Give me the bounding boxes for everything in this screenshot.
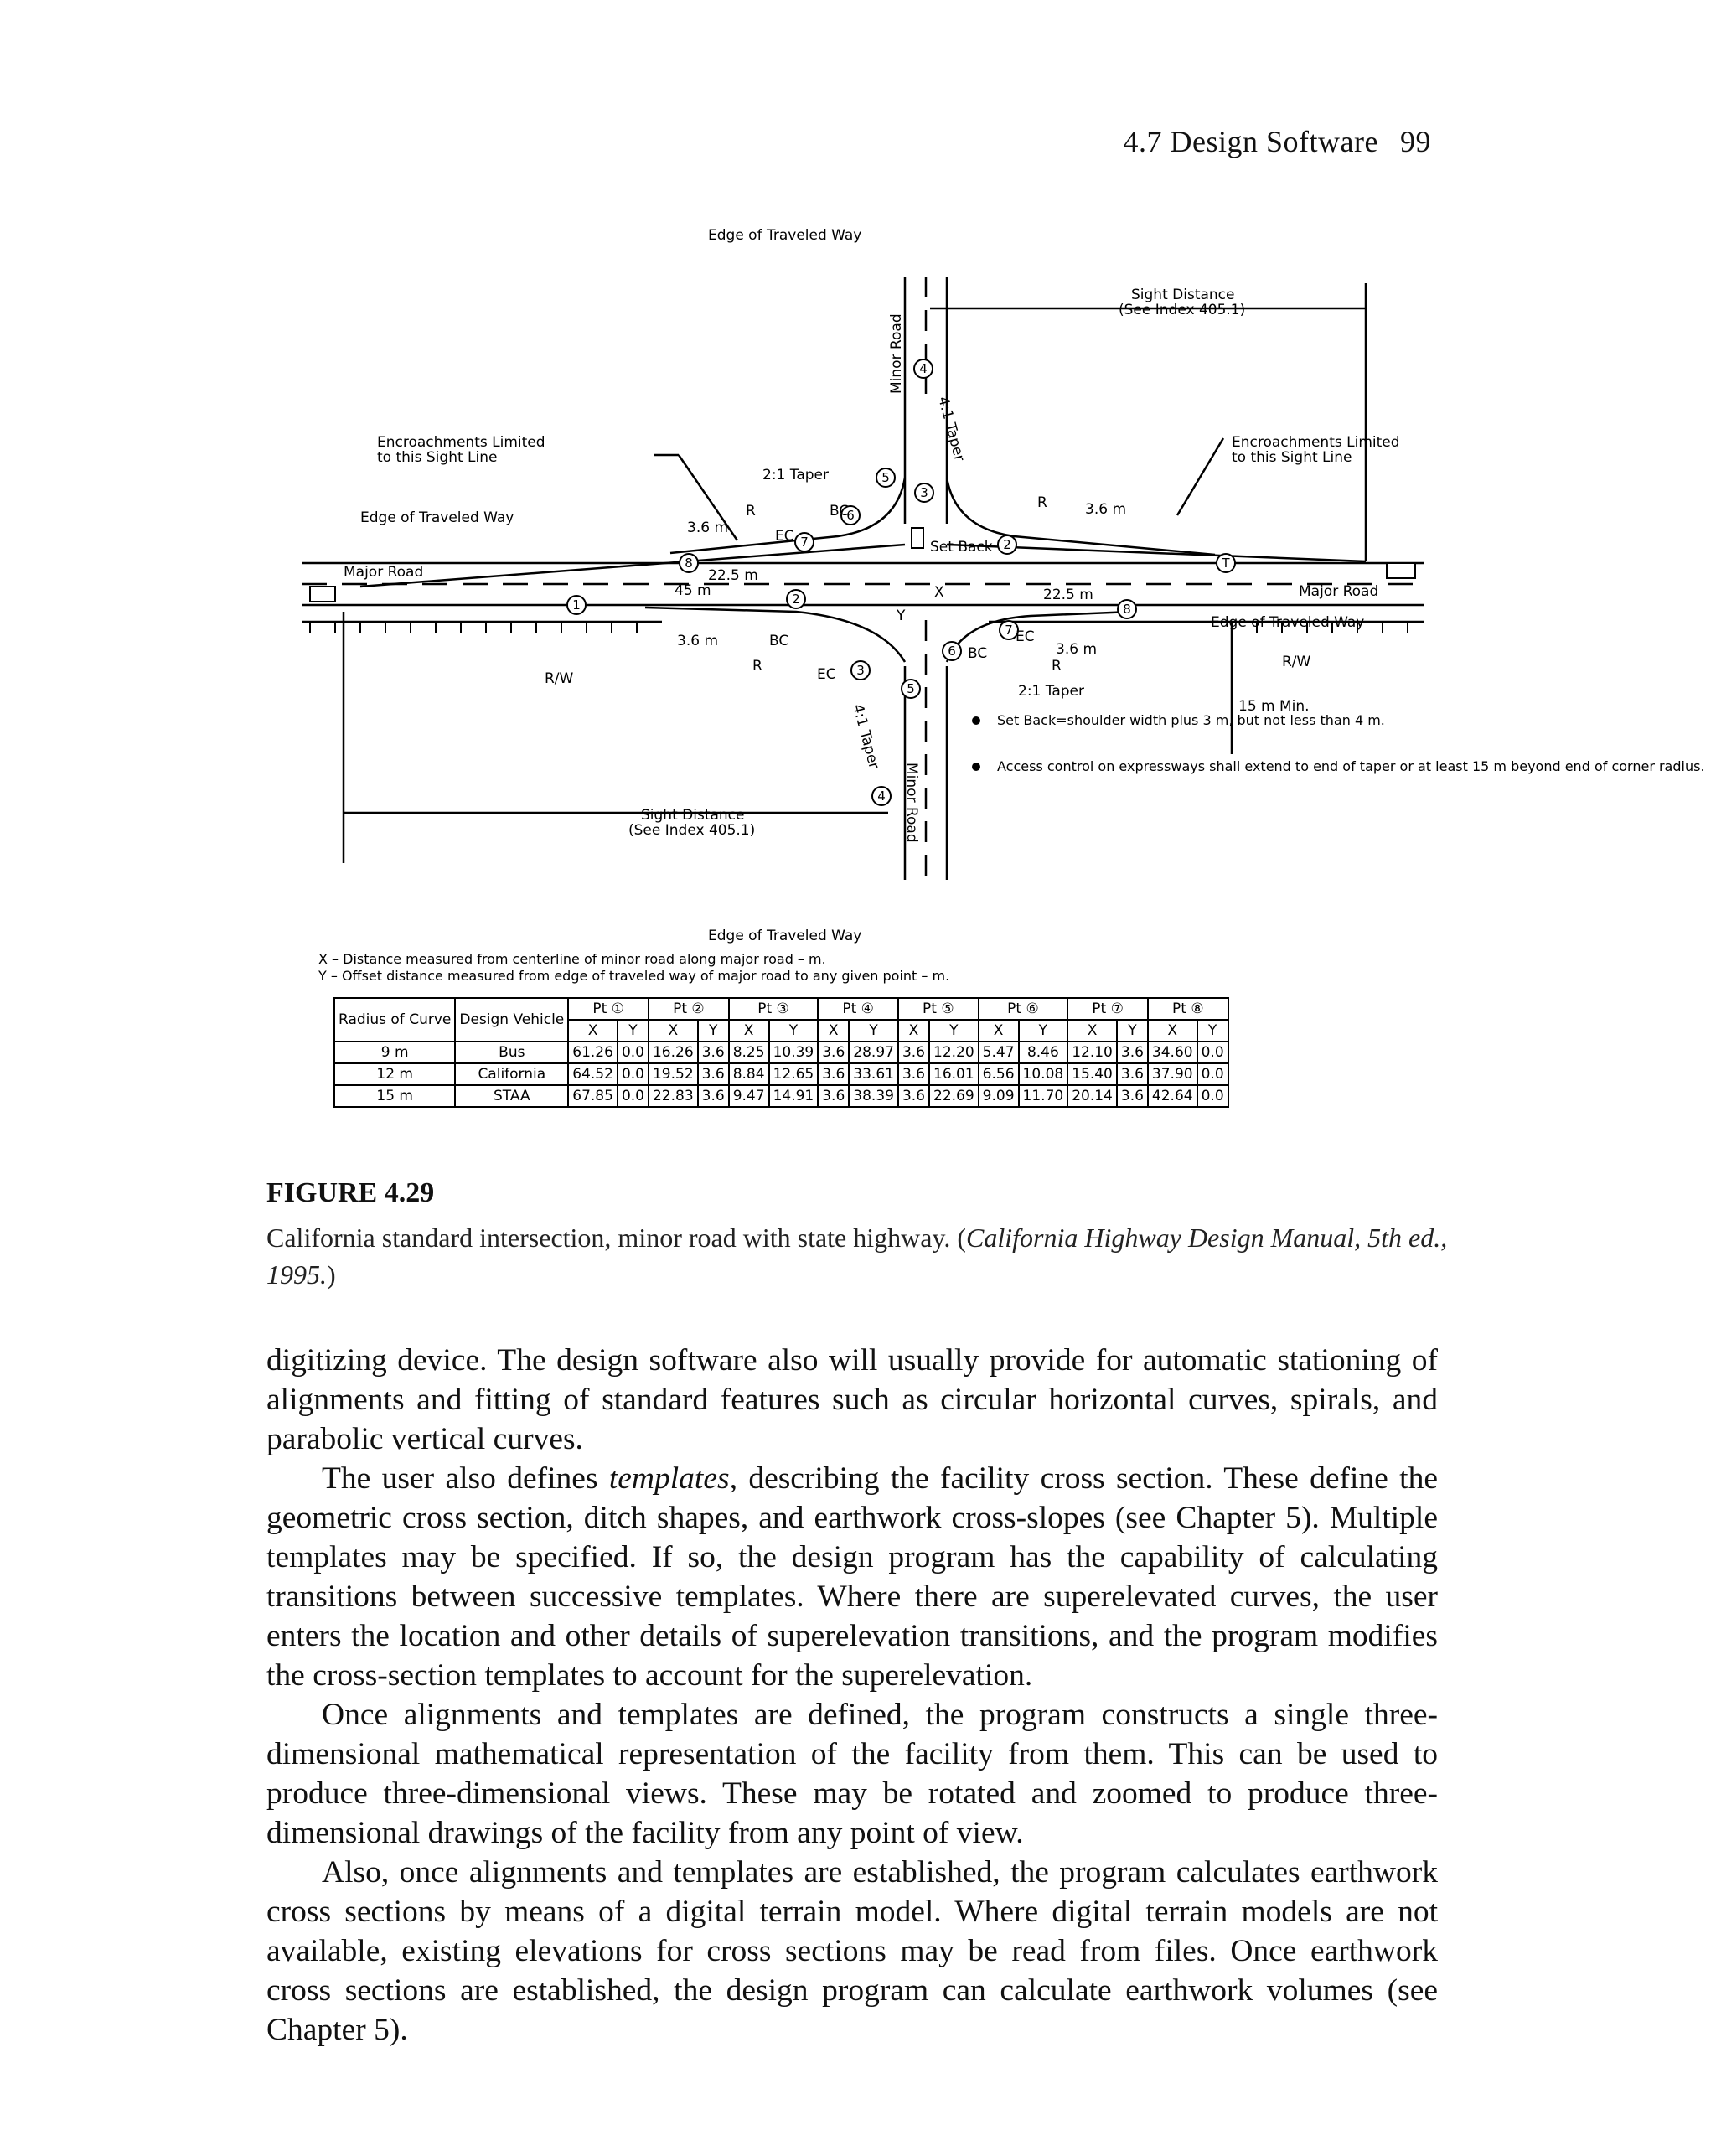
taper-2to1-bottom-label: 2:1 Taper xyxy=(1018,683,1084,700)
intersection-drawing xyxy=(293,226,1705,984)
table-row xyxy=(334,1085,1228,1107)
col-pt8-header: Pt ⑧ xyxy=(1148,998,1228,1020)
xy-header: Y xyxy=(849,1020,898,1042)
paragraph-3: Once alignments and templates are defined, the program constructs a single three-dimensional mathematical representation of the facility from them. This can be used to produce three-dimensional views. These may be rotated and zoomed to produce three-dimensional drawings of the facility from any point of view. xyxy=(266,1698,1438,1850)
radius-c-label: R xyxy=(752,658,762,675)
dim-15m-min-label: 15 m Min. xyxy=(1238,698,1310,715)
leader-encroach-right xyxy=(1177,438,1223,515)
value-cell: 3.6 xyxy=(698,1042,729,1063)
body-text xyxy=(266,1341,1438,2050)
value-cell: 11.70 xyxy=(1019,1085,1068,1107)
value-cell: 3.6 xyxy=(818,1042,849,1063)
value-cell: 8.25 xyxy=(729,1042,769,1063)
xy-header: Y xyxy=(618,1020,649,1042)
note-bullet-2 xyxy=(972,763,980,771)
point-1-num: 1 xyxy=(572,597,581,613)
point-2-num-left: 2 xyxy=(792,592,800,607)
col-pt3-header: Pt ③ xyxy=(729,998,819,1020)
edge-traveled-way-right-label: Edge of Traveled Way xyxy=(1211,614,1365,631)
section-title: 4.7 Design Software xyxy=(1123,125,1378,158)
vehicle-right-icon xyxy=(1387,563,1415,578)
taper-4to1-top-label: 4:1 Taper xyxy=(934,395,968,463)
xy-header: Y xyxy=(929,1020,979,1042)
value-cell: 3.6 xyxy=(818,1063,849,1085)
col-vehicle-header: Design Vehicle xyxy=(455,998,568,1042)
legend-x-definition: X – Distance measured from centerline of minor road along major road – m. xyxy=(318,951,826,967)
value-cell: 0.0 xyxy=(618,1085,649,1107)
bc-c-label: BC xyxy=(769,633,789,649)
value-cell: 67.85 xyxy=(568,1085,618,1107)
value-cell: 16.26 xyxy=(649,1042,698,1063)
legend-y-definition: Y – Offset distance measured from edge of traveled way of major road to any given point – m. xyxy=(318,968,950,984)
value-cell: 3.6 xyxy=(898,1085,929,1107)
col-radius-header: Radius of Curve xyxy=(334,998,455,1042)
sight-distance-left-label-1: Sight Distance xyxy=(641,807,745,824)
value-cell: 3.6 xyxy=(1117,1042,1148,1063)
dim-3-6m-d-label: 3.6 m xyxy=(1056,641,1097,658)
paragraph-1: digitizing device. The design software also will usually provide for automatic stationing of alignments and fitting of standard features such as circular horizontal curves, spirals, and parabolic vertical curves. xyxy=(266,1343,1438,1456)
value-cell: 20.14 xyxy=(1067,1085,1117,1107)
value-cell: 10.08 xyxy=(1019,1063,1068,1085)
point-2-num-right: 2 xyxy=(1003,537,1011,552)
table-header-row xyxy=(334,998,1228,1020)
sight-distance-right-label-2: (See Index 405.1) xyxy=(1119,302,1246,318)
sight-distance-right-label-1: Sight Distance xyxy=(1131,287,1235,303)
table-body xyxy=(334,1042,1228,1107)
note-set-back: Set Back=shoulder width plus 3 m, but not less than 4 m. xyxy=(997,712,1385,728)
radius-cell: 9 m xyxy=(334,1042,455,1063)
value-cell: 0.0 xyxy=(1197,1042,1228,1063)
encroachments-right-label-2: to this Sight Line xyxy=(1232,449,1352,466)
vehicle-cell: STAA xyxy=(455,1085,568,1107)
radius-a-label: R xyxy=(746,503,756,520)
value-cell: 3.6 xyxy=(818,1085,849,1107)
value-cell: 0.0 xyxy=(1197,1085,1228,1107)
value-cell: 12.10 xyxy=(1067,1042,1117,1063)
value-cell: 9.09 xyxy=(979,1085,1019,1107)
p2-italic-term: templates, xyxy=(608,1461,737,1496)
value-cell: 6.56 xyxy=(979,1063,1019,1085)
value-cell: 12.65 xyxy=(769,1063,819,1085)
value-cell: 28.97 xyxy=(849,1042,898,1063)
point-8-num-left: 8 xyxy=(685,556,693,571)
caption-text: California standard intersection, minor road with state highway. ( xyxy=(266,1223,967,1253)
set-back-label: Set Back xyxy=(930,539,993,556)
point-6-num-bottom: 6 xyxy=(948,644,956,659)
radius-b-label: R xyxy=(1037,494,1047,511)
value-cell: 3.6 xyxy=(898,1063,929,1085)
rw-right-label: R/W xyxy=(1282,654,1311,670)
col-pt5-header: Pt ⑤ xyxy=(898,998,979,1020)
point-6-num-top: 6 xyxy=(846,508,855,523)
value-cell: 38.39 xyxy=(849,1085,898,1107)
value-cell: 19.52 xyxy=(649,1063,698,1085)
radius-d-label: R xyxy=(1052,658,1062,675)
note-bullet-1 xyxy=(972,716,980,725)
vehicle-left-icon xyxy=(310,587,335,602)
value-cell: 0.0 xyxy=(618,1042,649,1063)
value-cell: 64.52 xyxy=(568,1063,618,1085)
point-3-num-top: 3 xyxy=(920,485,928,500)
bc-b-label: BC xyxy=(968,645,988,662)
value-cell: 3.6 xyxy=(1117,1085,1148,1107)
xy-header: X xyxy=(818,1020,849,1042)
value-cell: 9.47 xyxy=(729,1085,769,1107)
table-row xyxy=(334,1042,1228,1063)
dim-45m-label: 45 m xyxy=(675,582,711,599)
value-cell: 10.39 xyxy=(769,1042,819,1063)
note-access-control: Access control on expressways shall extend to end of taper or at least 15 m beyond end of corner radius. xyxy=(997,758,1705,774)
value-cell: 3.6 xyxy=(1117,1063,1148,1085)
page-number: 99 xyxy=(1400,125,1431,158)
caption-close: ) xyxy=(327,1259,336,1290)
point-4-num-bottom: 4 xyxy=(877,788,886,804)
value-cell: 14.91 xyxy=(769,1085,819,1107)
point-3-num-left: 3 xyxy=(856,663,865,678)
xy-header: Y xyxy=(1197,1020,1228,1042)
vehicle-cell: California xyxy=(455,1063,568,1085)
value-cell: 3.6 xyxy=(698,1085,729,1107)
point-4-num-top: 4 xyxy=(919,361,928,376)
col-pt1-header: Pt ① xyxy=(568,998,649,1020)
value-cell: 61.26 xyxy=(568,1042,618,1063)
ec-b-label: EC xyxy=(1016,628,1035,645)
intersection-points-table xyxy=(333,997,1229,1108)
xy-header: Y xyxy=(1019,1020,1068,1042)
edge-traveled-way-top-label: Edge of Traveled Way xyxy=(708,227,862,244)
p2-post: describing the facility cross section. These define the geometric cross section, ditch shapes, and earthwork cross-slopes (see Chapter 5). Multiple templates may be specified. If so, the design program has the capability of calculating transitions between successive templates. Where there are superelevated curves, the user enters the location and other details of superelevation transitions, and the program modifies the cross-section templates to account for the superelevation. xyxy=(266,1461,1438,1693)
sight-distance-left-label-2: (See Index 405.1) xyxy=(628,822,756,839)
xy-header: X xyxy=(1148,1020,1197,1042)
figure-label: FIGURE 4.29 xyxy=(266,1177,435,1208)
value-cell: 8.84 xyxy=(729,1063,769,1085)
minor-road-top-label: Minor Road xyxy=(888,313,905,394)
vehicle-cell: Bus xyxy=(455,1042,568,1063)
point-5-num-top: 5 xyxy=(881,470,890,485)
bc-a-label: BC xyxy=(830,503,850,520)
taper-4to1-bottom-label: 4:1 Taper xyxy=(849,702,882,771)
value-cell: 42.64 xyxy=(1148,1085,1197,1107)
xy-header: Y xyxy=(698,1020,729,1042)
point-8-num-right: 8 xyxy=(1123,602,1131,617)
p2-pre: The user also defines xyxy=(322,1461,609,1496)
ec-a-label: EC xyxy=(775,528,794,545)
table-row xyxy=(334,1063,1228,1085)
value-cell: 8.46 xyxy=(1019,1042,1068,1063)
xy-header: X xyxy=(898,1020,929,1042)
col-pt6-header: Pt ⑥ xyxy=(979,998,1068,1020)
point-5-num-bottom: 5 xyxy=(907,681,915,696)
ec-c-label: EC xyxy=(817,666,836,683)
value-cell: 37.90 xyxy=(1148,1063,1197,1085)
edge-traveled-way-left-label: Edge of Traveled Way xyxy=(360,509,514,526)
x-dim-label: X xyxy=(934,584,944,601)
value-cell: 12.20 xyxy=(929,1042,979,1063)
major-road-right-label: Major Road xyxy=(1299,583,1379,600)
dim-3-6m-a-label: 3.6 m xyxy=(687,520,728,536)
encroachments-left-label-2: to this Sight Line xyxy=(377,449,498,466)
point-t-num: T xyxy=(1222,556,1230,571)
value-cell: 15.40 xyxy=(1067,1063,1117,1085)
xy-header: X xyxy=(568,1020,618,1042)
value-cell: 0.0 xyxy=(1197,1063,1228,1085)
dim-3-6m-b-label: 3.6 m xyxy=(1085,501,1126,518)
rw-left-label: R/W xyxy=(545,670,574,687)
xy-header: X xyxy=(979,1020,1019,1042)
running-header xyxy=(1124,124,1431,159)
caption-source: California Highway Design Manual, 5th ed., 1995. xyxy=(266,1223,1448,1290)
taper-2to1-top-label: 2:1 Taper xyxy=(762,467,829,483)
value-cell: 3.6 xyxy=(698,1063,729,1085)
figure-caption xyxy=(266,1219,1456,1293)
dim-22-5m-right-label: 22.5 m xyxy=(1043,587,1093,603)
value-cell: 3.6 xyxy=(898,1042,929,1063)
col-pt4-header: Pt ④ xyxy=(818,998,898,1020)
xy-header: Y xyxy=(769,1020,819,1042)
xy-header: X xyxy=(1067,1020,1117,1042)
col-pt2-header: Pt ② xyxy=(649,998,729,1020)
value-cell: 0.0 xyxy=(618,1063,649,1085)
y-dim-label: Y xyxy=(897,608,906,624)
value-cell: 33.61 xyxy=(849,1063,898,1085)
dim-3-6m-c-label: 3.6 m xyxy=(677,633,718,649)
minor-road-bottom-label: Minor Road xyxy=(903,763,920,843)
point-7-num-top: 7 xyxy=(800,535,809,550)
encroachments-left-label-1: Encroachments Limited xyxy=(377,434,545,451)
value-cell: 22.83 xyxy=(649,1085,698,1107)
paragraph-4: Also, once alignments and templates are established, the program calculates earthwork cross sections by means of a digital terrain model. Where digital terrain models are not available, existing elevations for cross sections may be read from files. Once earthwork cross sections are established, the design program can calculate earthwork volumes (see Chapter 5). xyxy=(266,1855,1438,2047)
xy-header: X xyxy=(729,1020,769,1042)
xy-header: Y xyxy=(1117,1020,1148,1042)
xy-header: X xyxy=(649,1020,698,1042)
encroachments-right-label-1: Encroachments Limited xyxy=(1232,434,1400,451)
paragraph-2 xyxy=(266,1459,1438,1695)
radius-cell: 12 m xyxy=(334,1063,455,1085)
value-cell: 16.01 xyxy=(929,1063,979,1085)
sight-line-left xyxy=(360,545,905,587)
value-cell: 5.47 xyxy=(979,1042,1019,1063)
major-road-left-label: Major Road xyxy=(344,564,424,581)
value-cell: 34.60 xyxy=(1148,1042,1197,1063)
radius-cell: 15 m xyxy=(334,1085,455,1107)
vehicle-minor-icon xyxy=(912,528,923,548)
dim-22-5m-left-label: 22.5 m xyxy=(708,567,758,584)
col-pt7-header: Pt ⑦ xyxy=(1067,998,1148,1020)
edge-traveled-way-bottom-label: Edge of Traveled Way xyxy=(708,928,862,944)
value-cell: 22.69 xyxy=(929,1085,979,1107)
point-7-num-bottom: 7 xyxy=(1005,623,1013,638)
